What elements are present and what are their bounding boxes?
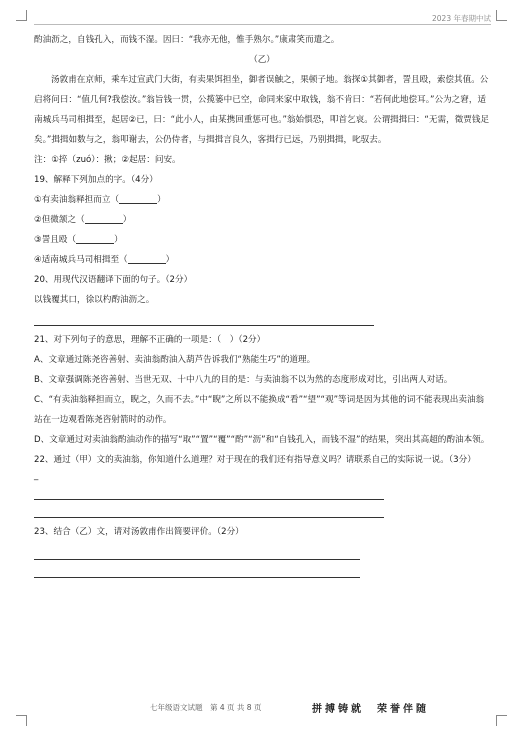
- crop-mark-top-left: [16, 10, 27, 21]
- footer-slogan: 拼搏铸就 荣誉伴随: [312, 704, 429, 715]
- q19-item-3: [34, 230, 490, 250]
- q22-answer-line-1[interactable]: [34, 482, 384, 500]
- q20-answer-line[interactable]: [34, 308, 374, 326]
- q21-prompt: 21、对下列句子的意思，理解不正确的一项是：（ ）（2分）: [34, 335, 266, 345]
- q23-prompt: 23、结合（乙）文，请对汤敦甫作出简要评价。（2分）: [34, 527, 244, 537]
- notes: 注：①捽（zuó）：揪；②起居：问安。: [34, 155, 181, 165]
- q19-item-3-close: ）: [114, 235, 123, 245]
- answer-blank[interactable]: [119, 193, 157, 204]
- header-rule: [34, 24, 491, 25]
- q19-item-4-close: ）: [165, 255, 175, 265]
- q21-option-d: D、文章通过对卖油翁酌油动作的描写“取”“置”“覆”“酌”“沥”和“自钱孔入，而钱不湿”的结果，突出其高超的酌油本领。: [34, 435, 490, 445]
- q21-option-b: B、文章强调陈尧咨善射、当世无双、十中八九的目的是：与卖油翁不以为然的态度形成对比，引出两人对话。: [34, 375, 453, 385]
- q22-answer-line-2[interactable]: [34, 500, 384, 518]
- q19-item-3-text: ③詈且殴（: [34, 235, 77, 245]
- passage-a-tail: 酌油沥之，自钱孔入，而钱不湿。因曰：“我亦无他，惟手熟尔。”康肃笑而遣之。: [34, 35, 340, 45]
- passage-b-title: （乙）: [249, 55, 275, 65]
- q19-item-1-text: ①有卖油翁释担而立（: [34, 195, 120, 205]
- exam-content: [34, 30, 490, 578]
- crop-mark-top-right: [496, 10, 507, 21]
- q19-item-2: [34, 210, 490, 230]
- q21-option-c: C、“有卖油翁释担而立，睨之，久而不去。”中“睨”之所以不能换成“看”“望”“观”等词是因为其他的词不能表现出卖油翁站在一边观看陈尧咨射箭时的动作。: [34, 395, 485, 425]
- q19-item-2-close: ）: [122, 215, 132, 225]
- q21-option-a: A、文章通过陈尧咨善射、卖油翁酌油入葫芦告诉我们“熟能生巧”的道理。: [34, 355, 316, 365]
- q19-item-2-text: ②但微颔之（: [34, 215, 85, 225]
- crop-mark-bottom-left: [16, 715, 27, 726]
- q20-prompt: 20、用现代汉语翻译下面的句子。（2分）: [34, 275, 193, 285]
- q22-mark: _: [34, 471, 39, 481]
- q19-item-1-close: ）: [157, 195, 166, 205]
- crop-mark-bottom-right: [496, 715, 507, 726]
- q19-item-4: [34, 250, 490, 270]
- answer-blank[interactable]: [76, 233, 114, 244]
- answer-blank[interactable]: [128, 253, 166, 264]
- header-exam-label: 2023 年春期中试: [432, 14, 491, 23]
- q23-answer-line-1[interactable]: [34, 542, 360, 560]
- q23-answer-line-2[interactable]: [34, 560, 360, 578]
- q19-item-1: [34, 190, 490, 210]
- q20-sentence: 以钱覆其口，徐以杓酌油沥之。: [34, 295, 155, 305]
- q19-prompt: 19、解释下列加点的字。（4分）: [34, 175, 158, 185]
- q22-prompt: 22、通过（甲）文的卖油翁，你知道什么道理？对于现在的我们还有指导意义吗？请联系自己的实际说一说。（3分）: [34, 455, 476, 465]
- passage-b-body: 汤敦甫在京师，乘车过宣武门大街，有卖果饵担坐，御者误触之，果顿子地。翁探①其御者，詈且殴，索偿其值。公启将问曰：“值几何?我偿汝。”翁旨钱一贯，公揽篓中已空，命同来家中取钱，翁不肯曰：“若何此地偿耳。”公为之窘，适南城兵马司相揖至，起居②已，曰：“此小人，由某携回重惩可也。”翁始惧恐，叩首乞哀。公谓揖揖曰：“无需，徵贾钱足矣。”揖揖如数与之，翁叩谢去，公仍侍者，与揖揖言良久，客揖行已远，乃别揖揖，叱驭去。: [34, 75, 490, 145]
- q19-item-4-text: ④适南城兵马司相揖至（: [34, 255, 128, 265]
- page-number: 七年级语文试题 第 4 页 共 8 页: [150, 703, 262, 712]
- answer-blank[interactable]: [85, 213, 123, 224]
